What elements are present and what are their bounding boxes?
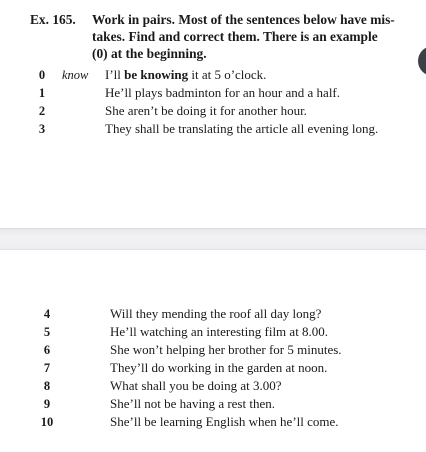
sentence-text: They shall be translating the article all evening long. [105, 121, 379, 136]
sentence-row [0, 359, 426, 377]
sentence-text: What shall you be doing at 3.00? [110, 378, 282, 393]
sentence-row [0, 323, 426, 341]
sentence-number: 5 [43, 325, 51, 339]
sentence-number: 0 [38, 68, 46, 82]
sentence-row [0, 120, 426, 138]
sentence-number: 1 [38, 86, 46, 100]
exercise-number: Ex. 165. [30, 12, 76, 27]
sentence-text: She won’t helping her brother for 5 minutes. [110, 342, 342, 357]
example-row [0, 66, 426, 84]
sentence-number: 7 [43, 361, 51, 375]
example-highlight: be knowing [124, 67, 189, 82]
instruction-line: takes. Find and correct them. There is an example [92, 29, 378, 44]
example-key-word: know [62, 68, 89, 82]
sentence-number: 3 [38, 122, 46, 136]
sentence-number: 8 [43, 379, 51, 393]
sentence-text: He’ll plays badminton for an hour and a half. [105, 85, 341, 100]
sentence-text: She’ll not be having a rest then. [110, 396, 275, 411]
page-separator [0, 228, 426, 250]
exercise-instruction [92, 11, 408, 62]
sentence-text: Will they mending the roof all day long? [110, 306, 322, 321]
sentence-row [0, 377, 426, 395]
page-bottom [0, 250, 426, 452]
sentence-row [0, 413, 426, 431]
example-text-before: I’ll [105, 67, 125, 82]
sentence-text: He’ll watching an interesting film at 8.00. [110, 324, 329, 339]
sentence-number: 9 [43, 397, 51, 411]
instruction-line: (0) at the beginning. [92, 46, 207, 61]
sentence-number: 2 [38, 104, 46, 118]
sentence-text: She’ll be learning English when he’ll come. [110, 414, 339, 429]
sentence-row [0, 395, 426, 413]
sentence-row [0, 102, 426, 120]
sentence-number: 4 [43, 307, 51, 321]
example-sentence [105, 66, 266, 84]
sentence-text: She aren’t be doing it for another hour. [105, 103, 307, 118]
example-text-after: it at 5 o’clock. [188, 67, 267, 82]
instruction-line: Work in pairs. Most of the sentences below have mis- [92, 12, 395, 27]
sentence-number: 6 [43, 343, 51, 357]
sentence-text: They’ll do working in the garden at noon. [110, 360, 328, 375]
sentence-row [0, 84, 426, 102]
sentence-row [0, 305, 426, 323]
sentence-number: 10 [40, 415, 54, 429]
sentence-row [0, 341, 426, 359]
